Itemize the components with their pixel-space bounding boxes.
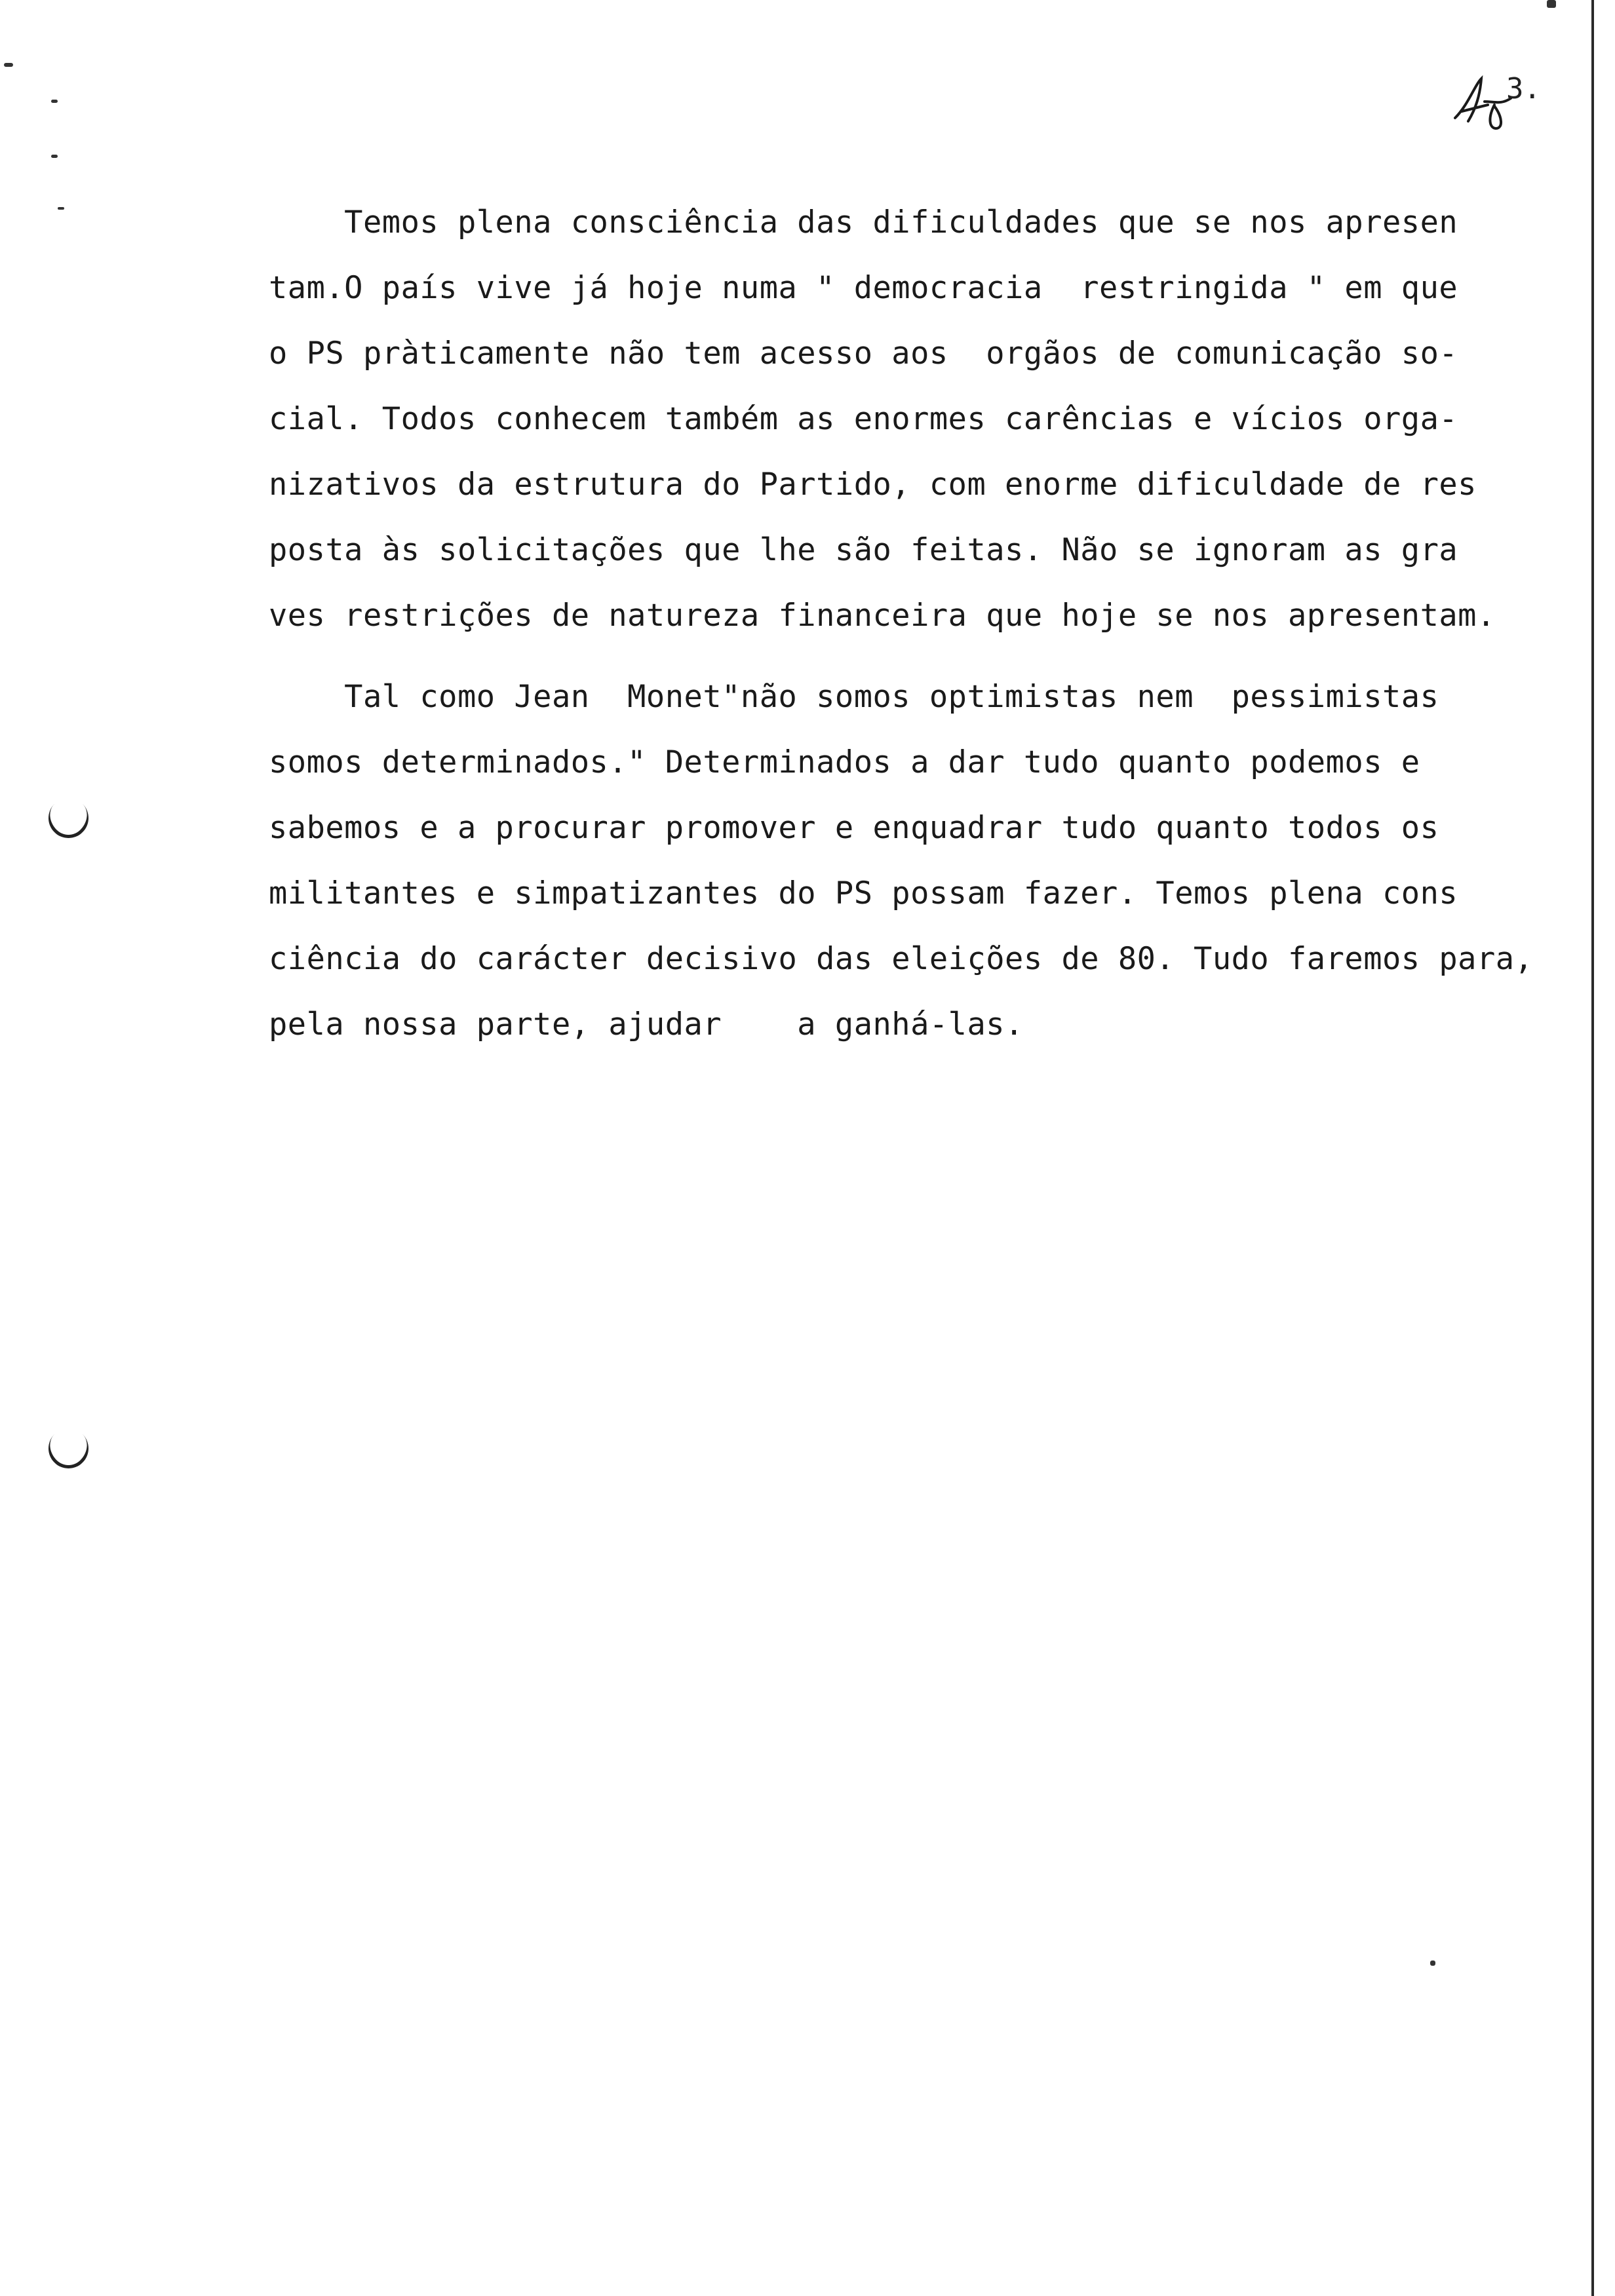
paragraph — [269, 664, 1553, 1058]
punch-hole-mark — [40, 790, 96, 846]
scan-speck — [4, 63, 13, 67]
text-line: cial. Todos conhecem também as enormes carências e vícios orga- — [269, 401, 1458, 437]
scan-speck — [1430, 1961, 1435, 1966]
punch-hole-mark — [40, 1420, 96, 1476]
text-line: somos determinados." Determinados a dar tudo quanto podemos e — [269, 744, 1420, 780]
text-line: o PS pràticamente não tem acesso aos orgãos de comunicação so- — [269, 335, 1458, 372]
scan-speck — [1547, 0, 1556, 8]
page-number: 3. — [1506, 72, 1541, 105]
text-line: pela nossa parte, ajudar a ganhá-las. — [269, 1006, 1024, 1043]
text-line: nizativos da estrutura do Partido, com enorme dificuldade de res — [269, 467, 1477, 503]
scan-speck — [51, 155, 58, 158]
text-line: Temos plena consciência das dificuldades que se nos apresen — [269, 204, 1458, 240]
text-line: Tal como Jean Monet"não somos optimistas nem pessimistas — [269, 679, 1439, 715]
page-edge-line — [1591, 0, 1594, 2296]
text-line: posta às solicitações que lhe são feitas. Não se ignoram as gra — [269, 532, 1458, 568]
body-text — [269, 190, 1553, 1058]
text-line: tam.O país vive já hoje numa " democracia restringida " em que — [269, 270, 1458, 306]
text-line: ciência do carácter decisivo das eleições de 80. Tudo faremos para, — [269, 941, 1534, 977]
scan-speck — [58, 207, 64, 210]
text-line: sabemos e a procurar promover e enquadrar tudo quanto todos os — [269, 810, 1439, 846]
text-line: militantes e simpatizantes do PS possam fazer. Temos plena cons — [269, 875, 1458, 911]
text-line: ves restrições de natureza financeira que hoje se nos apresentam. — [269, 598, 1496, 634]
scan-speck — [51, 100, 58, 103]
paragraph — [269, 190, 1553, 649]
